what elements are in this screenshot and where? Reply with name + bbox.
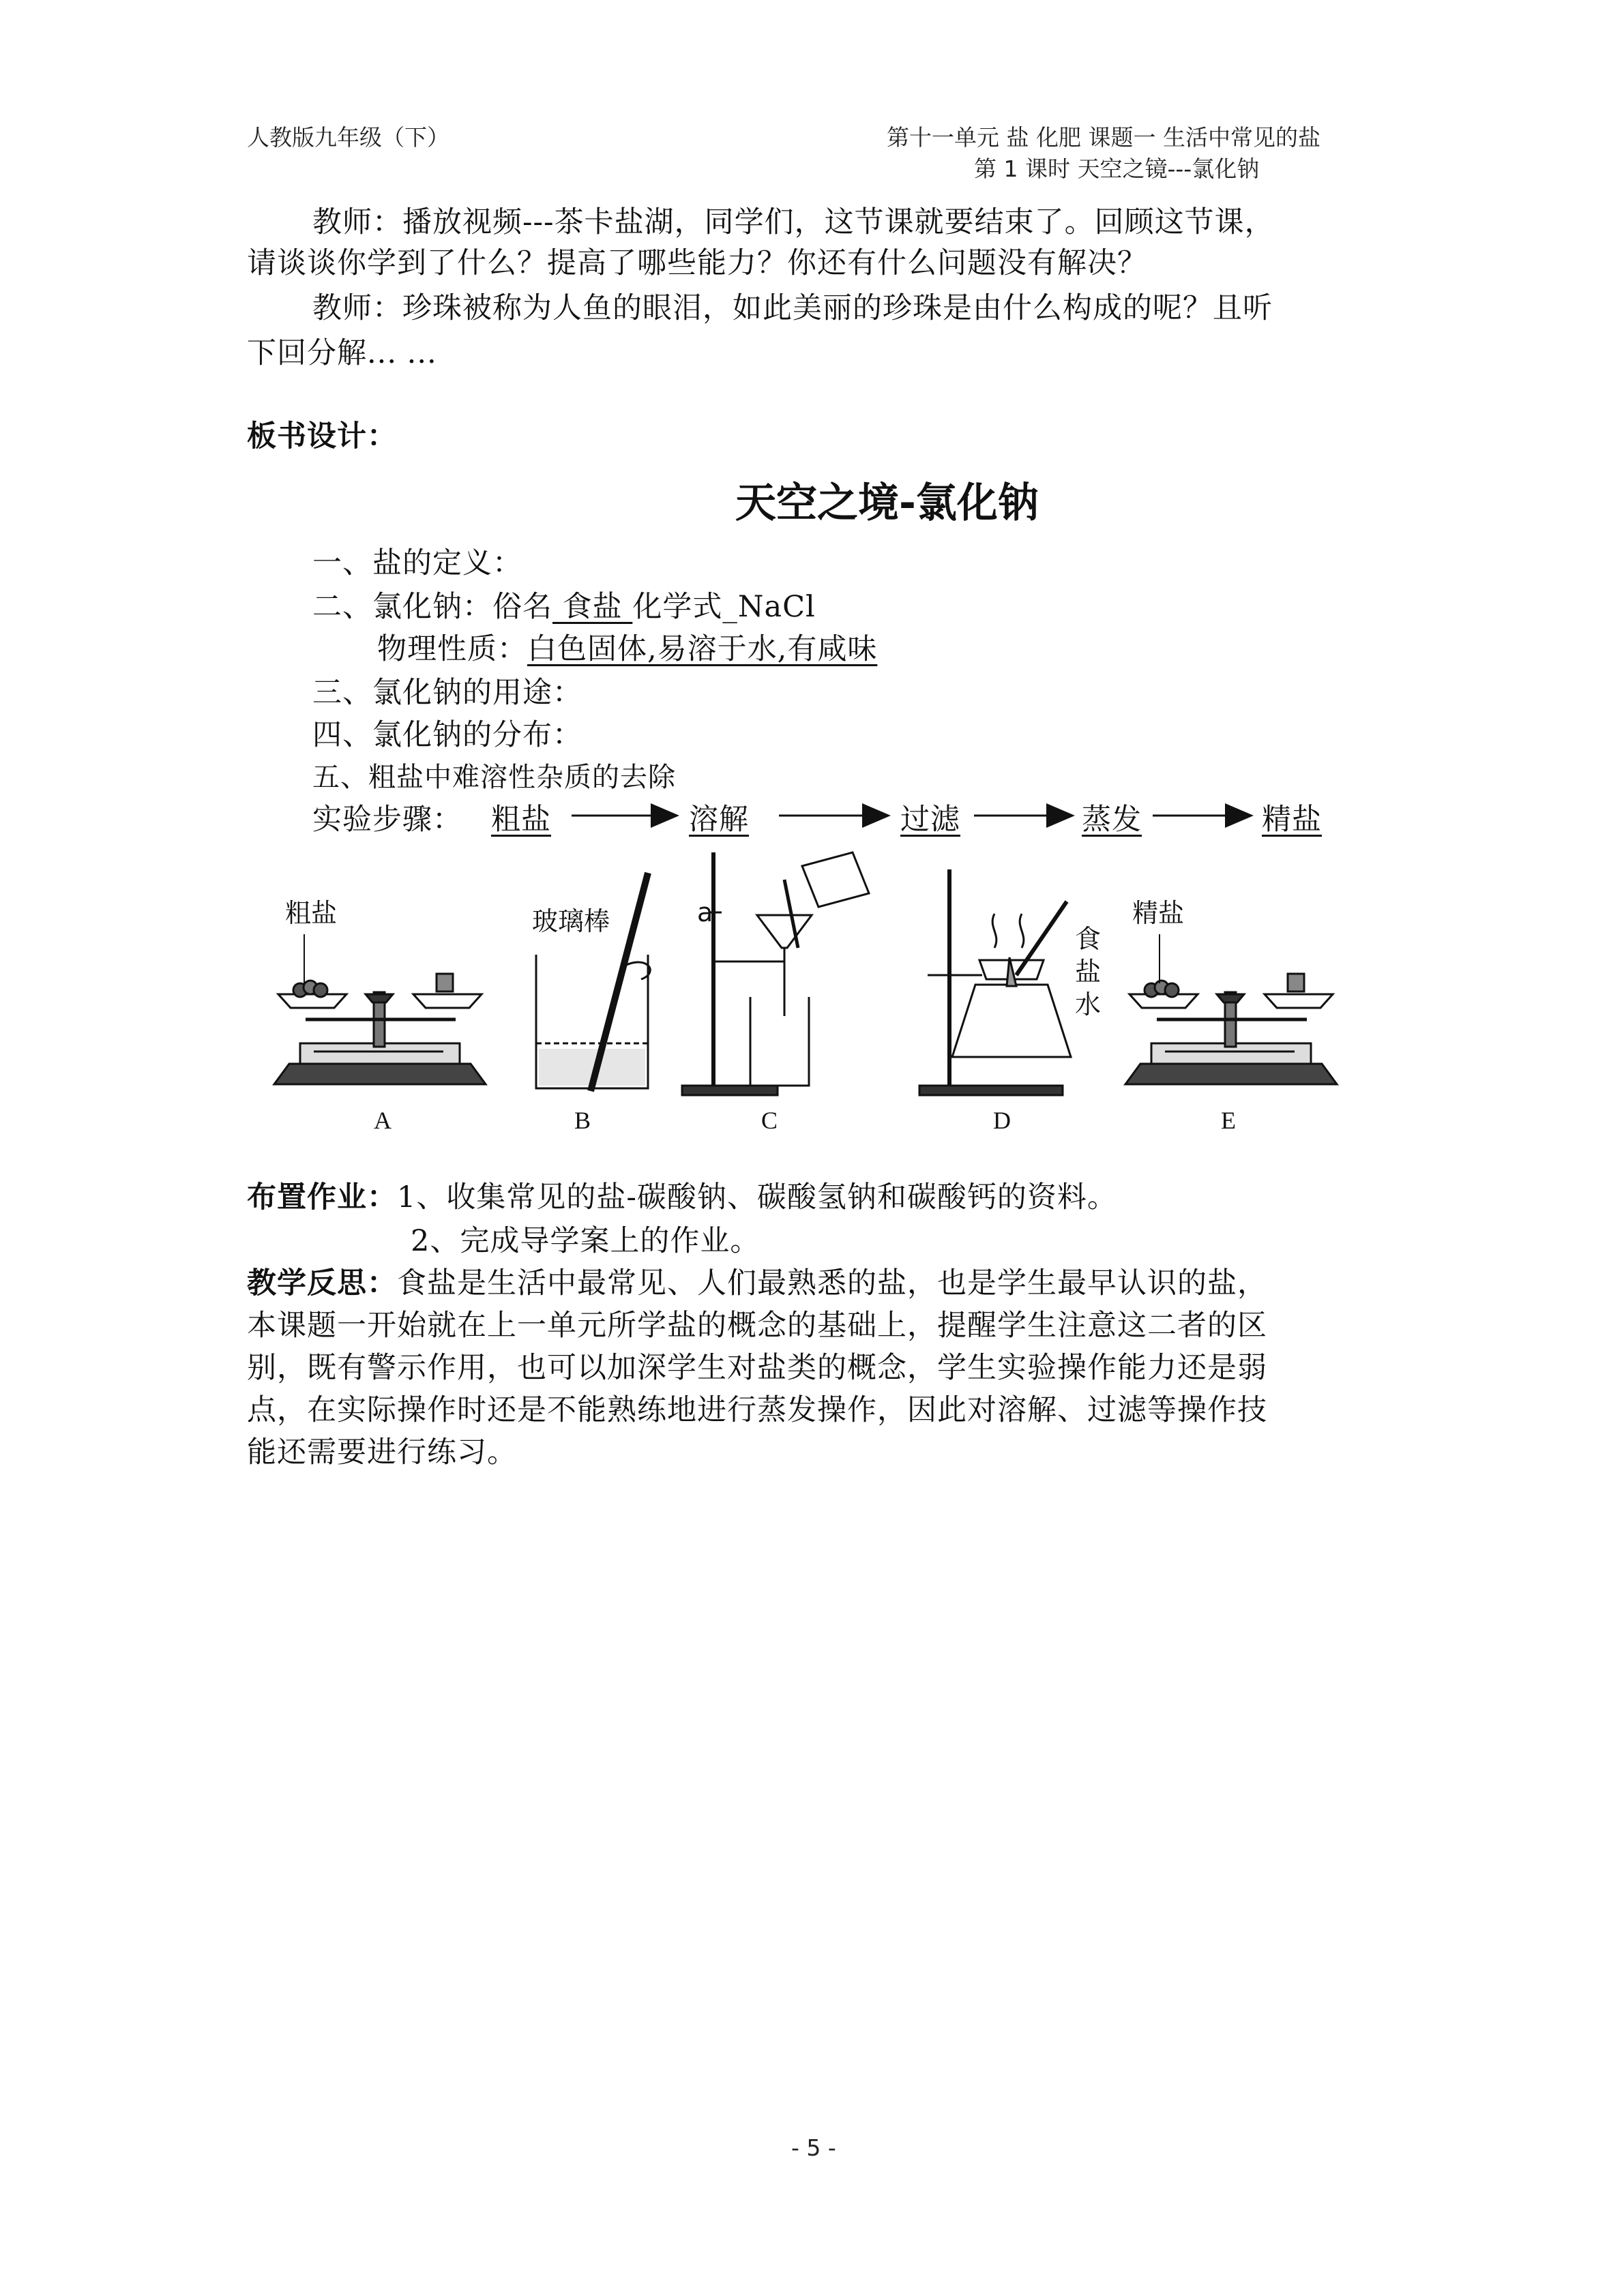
evaporation-setup	[919, 869, 1071, 1095]
reflection-line-3: 别，既有警示作用，也可以加深学生对盐类的概念，学生实验操作能力还是弱	[247, 1351, 1267, 1385]
label-crude-salt: 粗盐	[285, 898, 338, 928]
homework-item-2: 2、完成导学案上的作业。	[411, 1224, 761, 1258]
step-3: 过滤	[900, 803, 960, 837]
caption-b: B	[574, 1107, 591, 1134]
reflection-line-4: 点，在实际操作时还是不能熟练地进行蒸发操作，因此对溶解、过滤等操作技	[247, 1393, 1267, 1427]
label-salt-water-1: 食	[1075, 924, 1102, 954]
paragraph-2-line-1: 教师：珍珠被称为人鱼的眼泪，如此美丽的珍珠是由什么构成的呢？且听	[312, 291, 1273, 325]
paragraph-1-line-2: 请谈谈你学到了什么？提高了哪些能力？你还有什么问题没有解决？	[247, 246, 1147, 280]
board-item-5: 五、粗盐中难溶性杂质的去除	[312, 762, 676, 793]
caption-c: C	[761, 1107, 778, 1134]
label-a: a	[697, 897, 713, 927]
label-salt-water-2: 盐	[1075, 957, 1102, 987]
reflection-line-2: 本课题一开始就在上一单元所学盐的概念的基础上，提醒学生注意这二者的区	[247, 1309, 1267, 1343]
paragraph-1-line-1: 教师：播放视频---茶卡盐湖，同学们，这节课就要结束了。回顾这节课，	[312, 205, 1275, 239]
phys-value: 白色固体,易溶于水,有咸味	[527, 632, 878, 666]
step-5: 精盐	[1262, 803, 1322, 837]
header-right-line2: 第 1 课时 天空之镜---氯化钠	[974, 155, 1260, 182]
reflection-label: 教学反思：	[247, 1266, 397, 1300]
reflection-line-1	[247, 1260, 1267, 1302]
item2-common-name: 食盐	[552, 590, 633, 624]
label-salt-water-3: 水	[1075, 989, 1102, 1019]
homework-label: 布置作业：	[247, 1180, 397, 1214]
label-refined-salt: 精盐	[1132, 898, 1185, 928]
step-arrows	[0, 0, 1624, 859]
homework-line-1	[247, 1174, 1117, 1216]
paragraph-2-line-2: 下回分解... ...	[247, 336, 437, 370]
homework-item-1: 1、收集常见的盐-碳酸钠、碳酸氢钠和碳酸钙的资料。	[397, 1180, 1117, 1214]
reflection-line-5: 能还需要进行练习。	[247, 1435, 517, 1470]
item2-formula: _NaCl	[722, 590, 816, 624]
step-1: 粗盐	[491, 803, 551, 837]
header-left: 人教版九年级（下）	[247, 124, 449, 151]
balance-scale-e	[1125, 974, 1337, 1084]
page-number: - 5 -	[791, 2134, 836, 2161]
filtration-setup	[682, 852, 869, 1095]
board-title: 天空之境-氯化钠	[735, 479, 1039, 527]
phys-prefix: 物理性质：	[377, 632, 527, 666]
board-item-3: 三、氯化钠的用途：	[312, 676, 582, 710]
step-2: 溶解	[689, 803, 749, 837]
board-item-4: 四、氯化钠的分布：	[312, 718, 582, 752]
board-heading: 板书设计：	[247, 419, 397, 453]
reflection-text-1: 食盐是生活中最常见、人们最熟悉的盐，也是学生最早认识的盐，	[397, 1266, 1267, 1300]
item2-mid: 化学式	[632, 590, 723, 624]
header-right-line1: 第十一单元 盐 化肥 课题一 生活中常见的盐	[887, 124, 1320, 151]
caption-e: E	[1221, 1107, 1236, 1134]
step-4: 蒸发	[1082, 803, 1142, 837]
apparatus-figure	[0, 839, 1624, 1139]
label-glass-rod: 玻璃棒	[532, 906, 610, 936]
caption-d: D	[993, 1107, 1011, 1134]
caption-a: A	[374, 1107, 392, 1134]
balance-scale-a	[274, 974, 486, 1084]
item2-prefix: 二、氯化钠：俗名	[312, 590, 552, 624]
board-item-1: 一、盐的定义：	[312, 546, 522, 580]
steps-label: 实验步骤：	[312, 803, 462, 837]
